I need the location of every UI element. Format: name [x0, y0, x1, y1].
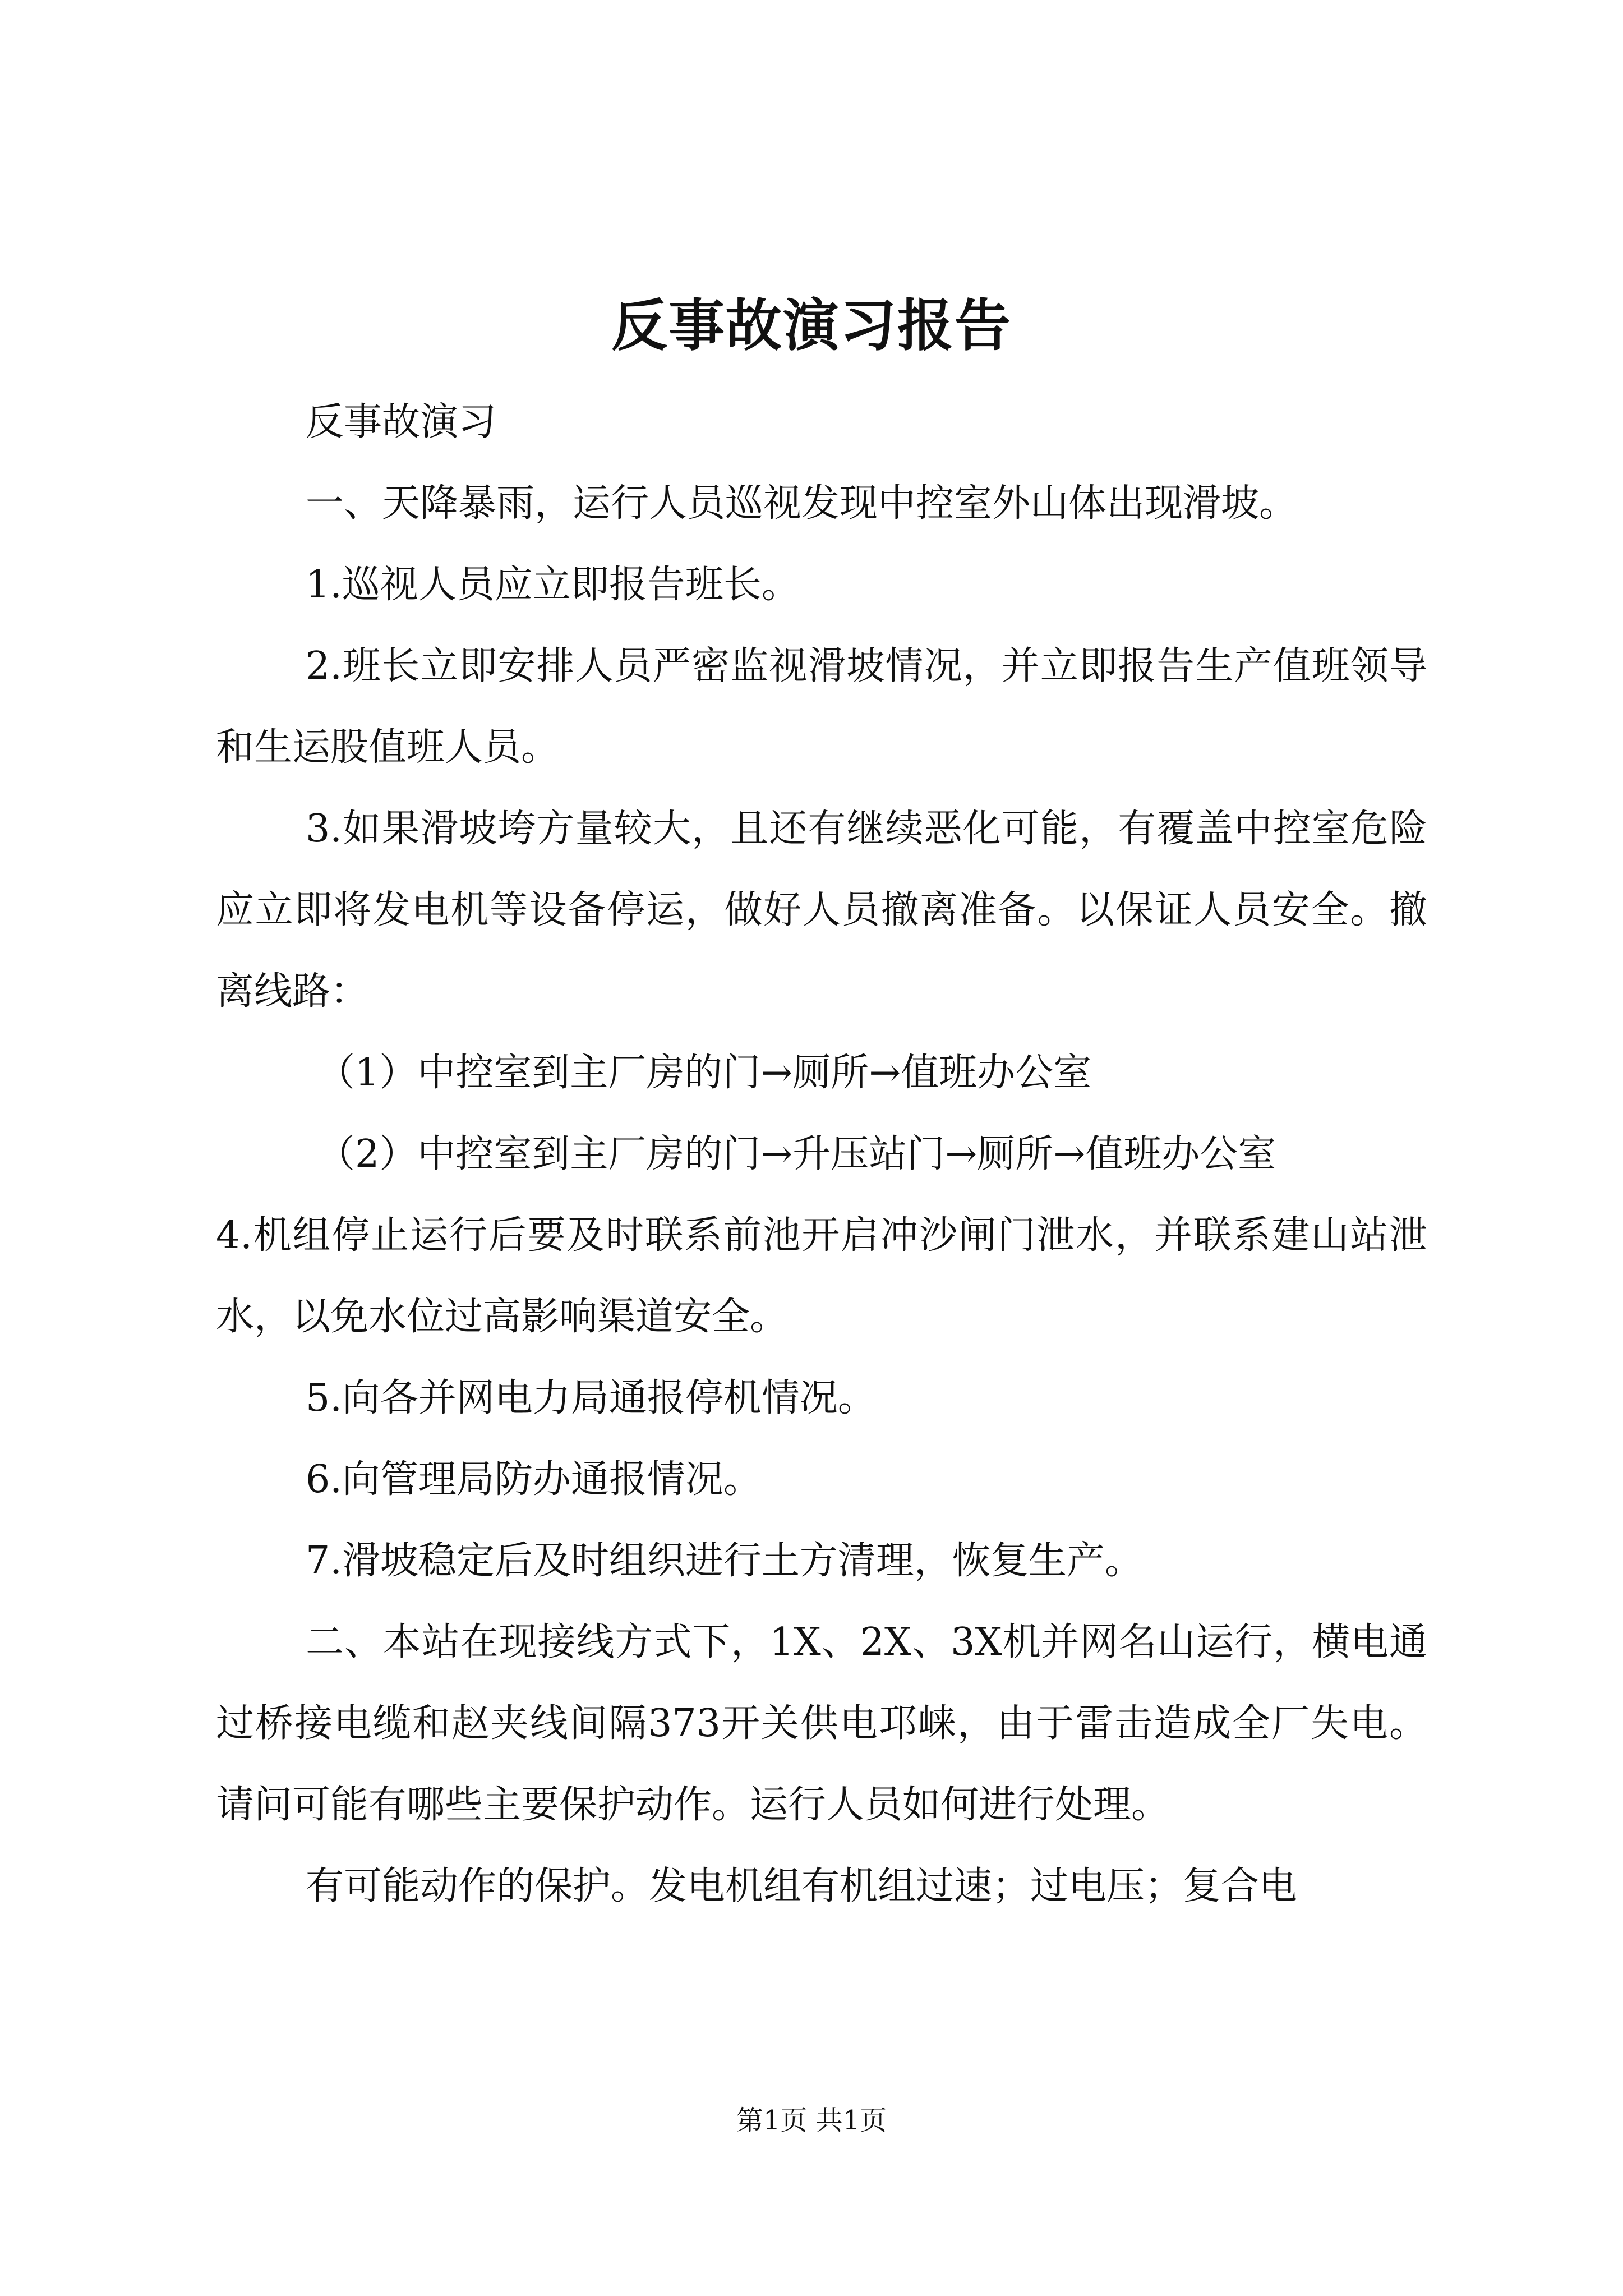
- paragraph-item-7: 7.滑坡稳定后及时组织进行土方清理，恢复生产。: [306, 1539, 1143, 1583]
- paragraph-item-6: 6.向管理局防办通报情况。: [306, 1457, 762, 1502]
- paragraph-route-1: （1）中控室到主厂房的门→厕所→值班办公室: [317, 1051, 1092, 1095]
- page-footer: 第1页 共1页: [736, 2105, 887, 2136]
- paragraph-section-2: 二、本站在现接线方式下，1X、2X、3X机并网名山运行，横电通过桥接电缆和赵夹线间隔373开关供电邛崃，由于雷击造成全厂失电。请问可能有哪些主要保护动作。运行人员如何进行处理。: [216, 1620, 1427, 1827]
- paragraph-item-4: 4.机组停止运行后要及时联系前池开启冲沙闸门泄水，并联系建山站泄水，以免水位过高影响渠道安全。: [216, 1213, 1427, 1339]
- paragraph-item-1: 1.巡视人员应立即报告班长。: [306, 563, 800, 607]
- document-title: 反事故演习报告: [611, 292, 1012, 358]
- paragraph-section-1: 一、天降暴雨，运行人员巡视发现中控室外山体出现滑坡。: [306, 481, 1298, 526]
- paragraph-item-2: 2.班长立即安排人员严密监视滑坡情况，并立即报告生产值班领导和生运股值班人员。: [216, 644, 1427, 770]
- paragraph-protection: 有可能动作的保护。发电机组有机组过速；过电压；复合电: [306, 1864, 1298, 1908]
- paragraph-route-2: （2）中控室到主厂房的门→升压站门→厕所→值班办公室: [317, 1132, 1276, 1176]
- paragraph-item-3: 3.如果滑坡垮方量较大，且还有继续恶化可能，有覆盖中控室危险应立即将发电机等设备停运，做好人员撤离准备。以保证人员安全。撤离线路：: [216, 807, 1427, 1014]
- paragraph-item-5: 5.向各并网电力局通报停机情况。: [306, 1376, 876, 1420]
- paragraph-heading: 反事故演习: [306, 400, 497, 444]
- document-body: [216, 381, 1427, 1927]
